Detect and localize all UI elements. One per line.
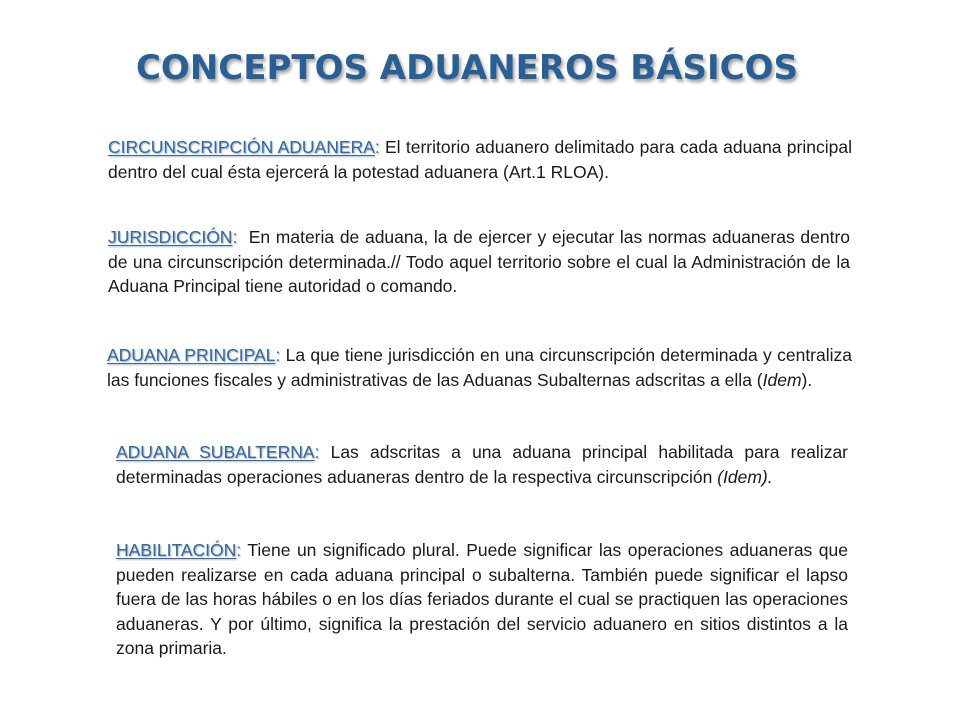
reference-idem: (Idem). [717, 466, 773, 487]
term-label: ADUANA PRINCIPAL [107, 345, 276, 365]
definition-text: En materia de aduana, la de ejercer y ejecutar las normas aduaneras dentro de una circunscripción determinada.// Todo aquel territorio sobre el cual la Administración de la Aduana Principal tiene autoridad o comando. [108, 227, 855, 296]
definition-circunscripcion-aduanera [108, 135, 852, 184]
definition-aduana-subalterna [116, 440, 848, 489]
term-label: ADUANA SUBALTERNA [116, 442, 315, 462]
reference-idem: Idem [762, 369, 802, 390]
definition-text: El territorio aduanero delimitado para cada aduana principal dentro del cual ésta ejercerá la potestad aduanera (Art.1 RLOA). [108, 137, 852, 182]
term-separator: : [374, 137, 380, 157]
term-separator: : [236, 540, 242, 560]
definition-text-end: ). [801, 369, 813, 390]
definition-habilitacion [116, 538, 848, 661]
definition-text: Tiene un significado plural. Puede significar las operaciones aduaneras que pueden realizarse en cada aduana principal o subalterna. También puede significar el lapso fuera de las horas hábiles o en los días feriados durante el cual se practiquen las operaciones aduaneras. Y por último, significa la prestación del servicio aduanero en sitios distintos a la zona primaria. [116, 540, 848, 658]
term-separator: : [314, 442, 320, 462]
definition-text: La que tiene jurisdicción en una circunscripción determinada y centraliza las funciones fiscales y administrativas de las Aduanas Subalternas adscritas a ella ( [107, 345, 852, 390]
term-label: JURISDICCIÓN [108, 227, 233, 247]
term-label: HABILITACIÓN [116, 540, 237, 560]
term-label: CIRCUNSCRIPCIÓN ADUANERA [108, 137, 375, 157]
definition-text: Las adscritas a una aduana principal habilitada para realizar determinadas operaciones aduaneras dentro de la respectiva circunscripción [116, 442, 849, 487]
slide-title: CONCEPTOS ADUANEROS BÁSICOS [135, 48, 799, 88]
term-separator: : [275, 345, 281, 365]
term-separator: : [232, 227, 238, 247]
definition-jurisdiccion [108, 225, 855, 299]
definition-aduana-principal [107, 343, 852, 392]
